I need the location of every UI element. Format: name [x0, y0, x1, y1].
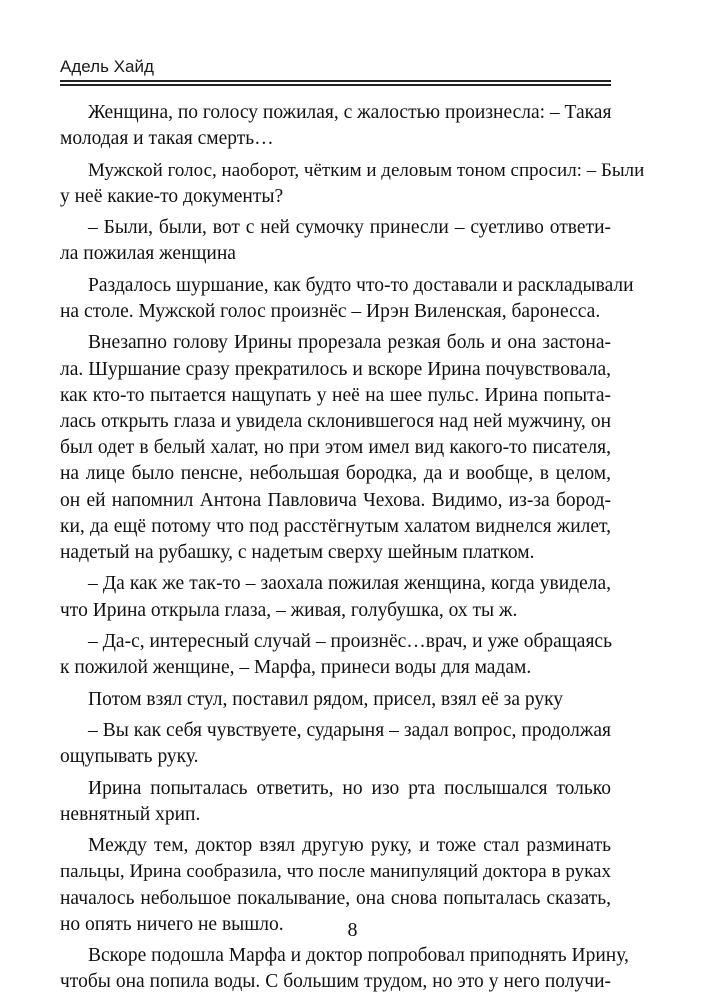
text-line: Женщина, по голосу пожилая, с жалостью произнесла: – Такая [88, 102, 612, 123]
text-line: надетый на рубашку, с надетым сверху шейным платком. [60, 542, 535, 563]
paragraph [60, 273, 634, 325]
text-line: – Вы как себя чувствуете, сударыня – задал вопрос, продолжая [88, 719, 611, 741]
text-line: но опять ничего не вышло. [60, 913, 284, 935]
text-line: чтобы она попила воды. С большим трудом, но это у него получи- [60, 971, 611, 993]
text-line: ла. Шуршание сразу прекратилось и вскоре Ирина почувствовала, [60, 358, 611, 380]
text-line: ла пожилая женщина [60, 243, 236, 265]
paragraph [60, 158, 645, 210]
header-rule-top [60, 80, 611, 82]
text-line: Раздалось шуршание, как будто что-то доставали и раскладывали [88, 274, 634, 296]
paragraph [60, 943, 629, 995]
paragraph [60, 571, 611, 623]
text-line: Мужской голос, наоборот, чётким и деловым тоном спросил: – Были [88, 159, 645, 181]
text-line: пальцы, Ирина сообразила, что после манипуляций доктора в руках [60, 861, 611, 883]
text-line: – Были, были, вот с ней сумочку принесли – суетливо ответи- [88, 217, 611, 239]
text-line: к пожилой женщине, – Марфа, принеси воды для мадам. [60, 657, 532, 679]
page-number: 8 [347, 919, 358, 941]
running-header: Адель Хайд [60, 57, 154, 76]
header-rule-bottom [60, 84, 611, 86]
text-line: на столе. Мужской голос произнёс – Ирэн Виленская, баронесса. [60, 300, 601, 322]
paragraph [60, 215, 611, 267]
text-line: что Ирина открыла глаза, – живая, голубушка, ох ты ж. [60, 599, 518, 621]
paragraph [60, 718, 611, 770]
paragraph [60, 776, 611, 828]
body-text [60, 100, 645, 1001]
text-line: Внезапно голову Ирины прорезала резкая боль и она застона- [88, 332, 611, 354]
text-line: ощупывать руку. [60, 746, 199, 768]
paragraph [60, 330, 611, 566]
paragraph [60, 687, 611, 713]
text-line: Ирина попыталась ответить, но изо рта послышался только [88, 777, 611, 799]
text-line: у неё какие-то документы? [60, 185, 284, 207]
text-line: лась открыть глаза и увидела склонившегося над ней мужчину, он [60, 410, 611, 432]
text-line: – Да-с, интересный случай – произнёс…врач, и уже обращаясь [88, 630, 612, 652]
text-line: – Да как же так-то – заохала пожилая женщина, когда увидела, [88, 573, 611, 595]
text-line: Потом взял стул, поставил рядом, присел, взял её за руку [88, 688, 564, 710]
text-line: как кто-то пытается нащупать у неё на шее пульс. Ирина попыта- [60, 384, 611, 406]
text-line: он ей напомнил Антона Павловича Чехова. Видимо, из-за бород- [60, 489, 611, 511]
text-line: на лице было пенсне, небольшая бородка, да и вообще, в целом, [60, 463, 611, 485]
text-line: началось небольшое покалывание, она снова попыталась сказать, [60, 887, 611, 909]
text-line: Вскоре подошла Марфа и доктор попробовал приподнять Ирину, [88, 945, 629, 967]
text-line: ки, да ещё потому что под расстёгнутым халатом виднелся жилет, [60, 515, 611, 537]
paragraph [60, 629, 611, 681]
paragraph [60, 100, 611, 152]
text-line: Между тем, доктор взял другую руку, и тоже стал разминать [88, 835, 611, 857]
text-line: молодая и такая смерть… [60, 128, 274, 150]
text-line: невнятный хрип. [60, 803, 201, 825]
text-line: был одет в белый халат, но при этом имел вид какого-то писателя, [60, 437, 611, 459]
